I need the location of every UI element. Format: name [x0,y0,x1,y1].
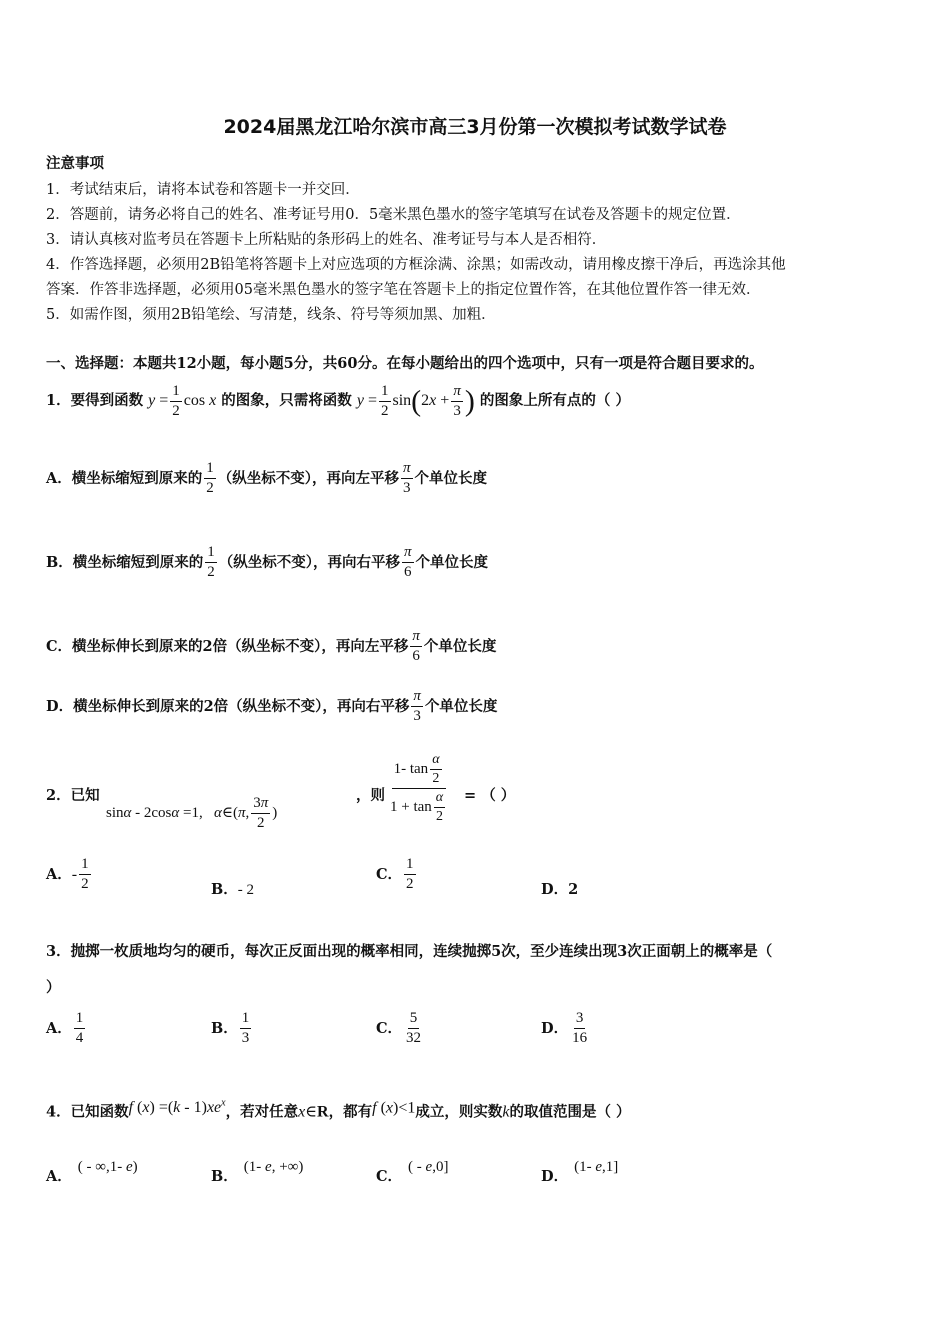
question-4 [46,1098,631,1121]
page-title: 2024届黑龙江哈尔滨市高三3月份第一次模拟考试数学试卷 [223,116,727,138]
note-item: 1．考试结束后，请将本试卷和答题卡一并交回． [46,182,360,198]
option-a: A． $\frac{1}{4}$ [46,1010,84,1047]
question-1 [46,380,630,422]
option-label: C． [376,1168,403,1185]
question-2-tail: = （ ） [464,787,516,804]
question-text: 1．要得到函数 [46,392,144,409]
section-heading: 一、选择题：本题共12小题，每小题5分，共60分。在每小题给出的四个选项中，只有一项是符合题目要求的。 [46,355,764,372]
option-text: C．横坐标伸长到原来的2倍（纵坐标不变），再向左平移 [46,637,409,655]
option-label: B． [211,1019,238,1037]
note-item: 3．请认真核对监考员在答题卡上所粘贴的条形码上的姓名、准考证号与本人是否相符． [46,232,607,248]
formula: 1- tan $\frac{\alpha}{2}$ 1 + tan $\frac{\alpha}{2}$ [386,752,451,825]
note-item: 答案．作答非选择题，必须用05毫米黑色墨水的签字笔在答题卡上的指定位置作答，在其他位置作答一律无效． [46,282,761,298]
option-d: D． $\frac{3}{16}$ [541,1010,588,1047]
formula: $\frac{\pi}{3}$ [403,460,411,497]
option-b: B．- 2 [211,881,255,898]
option-d: D．2 [541,881,579,898]
option-b: B．(1- e, +∞) [211,1159,304,1185]
question-text: 的取值范围是（ ） [509,1103,631,1121]
option-d: D．(1- e,1] [541,1159,619,1185]
note-item: 4．作答选择题，必须用2B铅笔将答题卡上对应选项的方框涂满、涂黑；如需改动，请用橡皮擦干净后，再选涂其他 [46,257,786,273]
option-c [46,628,496,666]
formula: y = $\frac{1}{2}$ cos x [148,382,217,419]
question-3-text: 3．抛掷一枚质地均匀的硬币，每次正反面出现的概率相同，连续抛掷5次，至少连续出现3次正面朝上的概率是（ [46,943,773,960]
formula: $\frac{\pi}{3}$ [413,688,421,725]
option-text: （纵坐标不变），再向右平移 [218,553,401,571]
question-text: 4．已知函数 [46,1103,129,1121]
formula: $\frac{1}{2}$ [207,544,215,581]
option-c: C．( - e,0] [376,1159,449,1185]
formula: $\frac{\pi}{6}$ [404,544,412,581]
option-label: A． [46,865,72,883]
formula: sinα - 2cosα =1, α∈(π, $\frac{3\pi}{2}$ ) [106,795,278,832]
note-item: 5．如需作图，须用2B铅笔绘、写清楚，线条、符号等须加黑、加粗． [46,307,496,323]
question-2-label: 2．已知 [46,787,100,804]
option-a [46,460,487,498]
option-text: 个单位长度 [415,553,489,571]
formula: y = $\frac{1}{2}$ sin(2x + $\frac{\pi}{3}$ ) [356,382,475,419]
question-text: 成立，则实数 [415,1103,503,1121]
option-label: B． [211,881,238,898]
formula: k [502,1103,510,1121]
question-text: 的图象，只需将函数 [221,392,352,409]
option-text: 个单位长度 [424,697,498,715]
formula: $\frac{1}{2}$ [206,460,214,497]
formula: x∈R [298,1103,329,1121]
question-3-text: ） [46,979,61,996]
option-b: B． $\frac{1}{3}$ [211,1010,250,1047]
formula: $\frac{\pi}{6}$ [412,628,420,665]
option-a: A．- $\frac{1}{2}$ [46,856,89,893]
option-text: B．横坐标缩短到原来的 [46,553,204,571]
question-2-text: ，则 [356,787,385,804]
option-label: C． [376,865,403,883]
option-text: A．横坐标缩短到原来的 [46,469,203,487]
option-text: （纵坐标不变），再向左平移 [217,469,399,487]
option-d [46,688,497,726]
question-text: ，都有 [328,1103,373,1121]
option-text: 个单位长度 [423,637,497,655]
note-item: 2．答题前，请务必将自己的姓名、准考证号用0．5毫米黑色墨水的签字笔填写在试卷及答题卡的规定位置． [46,207,741,223]
question-text: ，若对任意 [225,1103,299,1121]
question-text: 的图象上所有点的（ ） [479,392,630,409]
option-label: A． [46,1168,72,1185]
notes-heading: 注意事项 [46,155,104,172]
formula: f (x)<1 [372,1099,416,1117]
option-label: D． [541,1019,569,1037]
option-a: A．( - ∞,1- e) [46,1159,138,1185]
option-text: 个单位长度 [414,469,488,487]
option-label: A． [46,1019,72,1037]
option-label: C． [376,1019,403,1037]
option-label: B． [211,1168,238,1185]
option-text: D．横坐标伸长到原来的2倍（纵坐标不变），再向右平移 [46,697,410,715]
option-b [46,544,488,582]
option-label: D． [541,1168,569,1185]
option-c: C． $\frac{5}{32}$ [376,1010,422,1047]
option-c: C． $\frac{1}{2}$ [376,856,414,893]
formula: f $(x) =(k - 1)xe^x$ [128,1098,226,1117]
